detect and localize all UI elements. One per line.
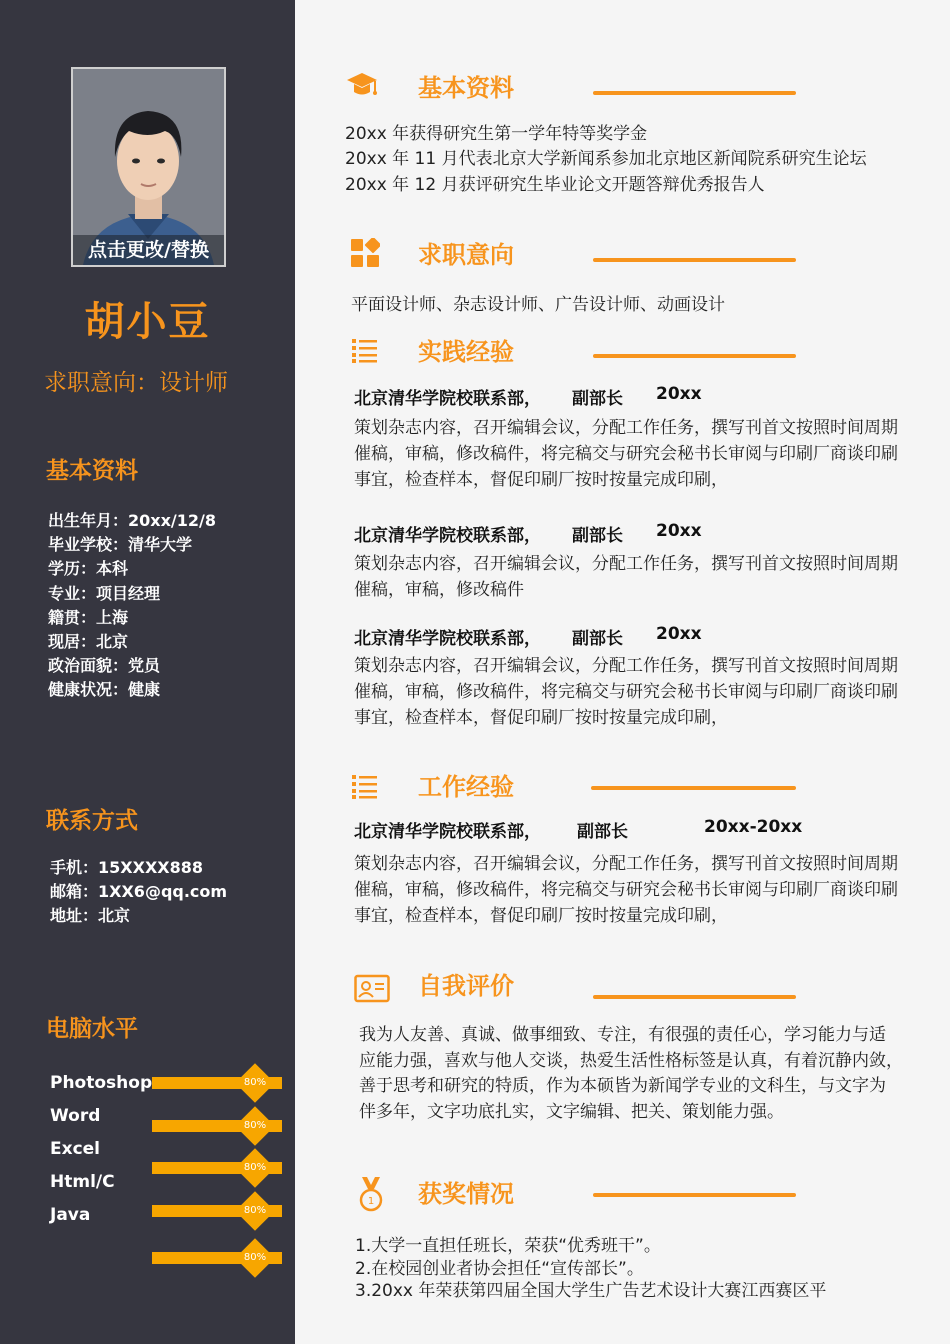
- job-description: [354, 551, 924, 603]
- skill-level: 80%: [243, 1252, 267, 1263]
- job-role: 副部长: [572, 389, 623, 409]
- job-description-line: 事宜，检查样本，督促印刷厂按时按量完成印刷，: [354, 906, 728, 926]
- contact-heading: 联系方式: [46, 808, 138, 834]
- section-divider: [593, 1193, 796, 1197]
- self-evaluation-line: 应能力强，喜欢与他人交谈，热爱生活性格标签是认真，有着沉静内敛，: [359, 1050, 903, 1071]
- job-role: 副部长: [572, 526, 623, 546]
- basic-info-item: 健康状况：健康: [48, 680, 161, 700]
- job-description-line: 策划杂志内容，召开编辑会议，分配工作任务，撰写刊首文按照时间周期: [354, 418, 898, 438]
- photo-caption[interactable]: 点击更改/替换: [73, 235, 224, 265]
- job-description-line: 催稿，审稿，修改稿件: [354, 580, 524, 600]
- job-description-line: 策划杂志内容，召开编辑会议，分配工作任务，撰写刊首文按照时间周期: [354, 854, 898, 874]
- job-org: 北京清华学院校联系部，: [354, 629, 541, 649]
- self-evaluation-line: 我为人友善、真诚、做事细致、专注，有很强的责任心，学习能力与适: [359, 1025, 886, 1045]
- basic-info-item: 学历：本科: [48, 559, 129, 579]
- contact-email: 邮箱：1XX6@qq.com: [50, 882, 228, 902]
- job-description-line: 事宜，检查样本，督促印刷厂按时按量完成印刷，: [354, 470, 728, 490]
- apps-grid-icon: [350, 238, 380, 268]
- skill-name: Photoshop: [50, 1073, 153, 1093]
- basic-info-item: 专业：项目经理: [48, 583, 161, 603]
- awards-section-title: 获奖情况: [418, 1180, 514, 1208]
- skill-name: Java: [50, 1205, 91, 1225]
- job-description-line: 催稿，审稿，修改稿件，将完稿交与研究会秘书长审阅与印刷厂商谈印刷: [354, 880, 898, 900]
- basic-info-item: 政治面貌：党员: [48, 656, 161, 676]
- skill-level: 80%: [243, 1077, 267, 1088]
- job-intent-section-title: 求职意向: [418, 241, 514, 269]
- basic-info-line: 20xx 年 11 月代表北京大学新闻系参加北京地区新闻院系研究生论坛: [345, 149, 867, 169]
- award-item: 1.大学一直担任班长，荣获“优秀班干”。: [355, 1236, 661, 1256]
- self-evaluation-section-title: 自我评价: [418, 972, 514, 1000]
- skill-name: Html/C: [50, 1172, 115, 1192]
- list-icon: [352, 337, 378, 363]
- basic-info-item: 毕业学校：清华大学: [48, 535, 193, 555]
- section-divider: [593, 354, 796, 358]
- basic-info-line: 20xx 年获得研究生第一学年特等奖学金: [345, 124, 648, 144]
- basic-info-item: 籍贯：上海: [48, 607, 129, 627]
- section-divider: [593, 91, 796, 95]
- practice-section-title: 实践经验: [418, 338, 514, 366]
- award-item: 3.20xx 年荣获第四届全国大学生广告艺术设计大赛江西赛区平: [355, 1281, 827, 1301]
- medal-icon: [357, 1176, 385, 1212]
- awards-list: [355, 1235, 826, 1303]
- work-job-header: [354, 817, 854, 841]
- sidebar: [0, 0, 295, 1344]
- job-time: 20xx: [656, 384, 702, 404]
- job-intent-text: 平面设计师、杂志设计师、广告设计师、动画设计: [351, 295, 725, 315]
- skill-name-list: [50, 1070, 152, 1235]
- job-org: 北京清华学院校联系部，: [354, 822, 541, 842]
- job-description: [354, 415, 924, 493]
- profile-photo[interactable]: [71, 67, 226, 267]
- section-divider: [593, 258, 796, 262]
- practice-job-header: [354, 624, 854, 648]
- self-evaluation-line: 伴多年，文字功底扎实，文字编辑、把关、策划能力强。: [359, 1101, 784, 1122]
- job-org: 北京清华学院校联系部，: [354, 526, 541, 546]
- section-divider: [591, 786, 796, 790]
- svg-text:1: 1: [367, 1196, 375, 1207]
- job-role: 副部长: [577, 822, 628, 842]
- list-icon: [352, 773, 378, 799]
- job-time: 20xx-20xx: [704, 817, 803, 837]
- practice-job-header: [354, 384, 854, 408]
- basic-info-section-title: 基本资料: [418, 74, 514, 102]
- work-section-title: 工作经验: [418, 773, 514, 801]
- graduation-cap-icon: [345, 68, 379, 102]
- section-divider: [593, 995, 796, 999]
- skill-level: 80%: [243, 1120, 267, 1131]
- skill-name: Excel: [50, 1139, 101, 1159]
- id-card-icon: [354, 973, 390, 1003]
- job-intent: 求职意向：设计师: [44, 370, 228, 396]
- job-role: 副部长: [572, 629, 623, 649]
- contact-phone: 手机：15XXXX888: [50, 858, 204, 877]
- job-org: 北京清华学院校联系部，: [354, 389, 541, 409]
- self-evaluation-text: [359, 1023, 929, 1125]
- practice-job-header: [354, 521, 854, 545]
- computer-skills-heading: 电脑水平: [46, 1016, 138, 1042]
- job-description-line: 催稿，审稿，修改稿件，将完稿交与研究会秘书长审阅与印刷厂商谈印刷: [354, 682, 898, 702]
- award-item: 2.在校园创业者协会担任“宣传部长”。: [355, 1258, 644, 1279]
- self-evaluation-line: 善于思考和研究的特质，作为本硕皆为新闻学专业的文科生，与文字为: [359, 1076, 886, 1096]
- contact-address: 地址：北京: [50, 906, 131, 926]
- job-time: 20xx: [656, 521, 702, 541]
- basic-info-list: [48, 509, 216, 703]
- job-description-line: 事宜，检查样本，督促印刷厂按时按量完成印刷，: [354, 708, 728, 728]
- job-description: [354, 653, 924, 731]
- basic-info-heading: 基本资料: [46, 458, 138, 484]
- job-description-line: 策划杂志内容，召开编辑会议，分配工作任务，撰写刊首文按照时间周期: [354, 554, 898, 574]
- contact-list: [50, 856, 227, 929]
- job-description-line: 催稿，审稿，修改稿件，将完稿交与研究会秘书长审阅与印刷厂商谈印刷: [354, 444, 898, 464]
- skill-level: 80%: [243, 1205, 267, 1216]
- skill-level: 80%: [243, 1162, 267, 1173]
- basic-info-line: 20xx 年 12 月获评研究生毕业论文开题答辩优秀报告人: [345, 175, 765, 195]
- job-time: 20xx: [656, 624, 702, 644]
- job-description-line: 策划杂志内容，召开编辑会议，分配工作任务，撰写刊首文按照时间周期: [354, 656, 898, 676]
- skill-name: Word: [50, 1106, 101, 1126]
- candidate-name: 胡小豆: [84, 299, 211, 345]
- basic-info-item: 现居：北京: [48, 631, 129, 651]
- basic-info-item: 出生年月：20xx/12/8: [48, 511, 216, 530]
- job-description: [354, 851, 924, 929]
